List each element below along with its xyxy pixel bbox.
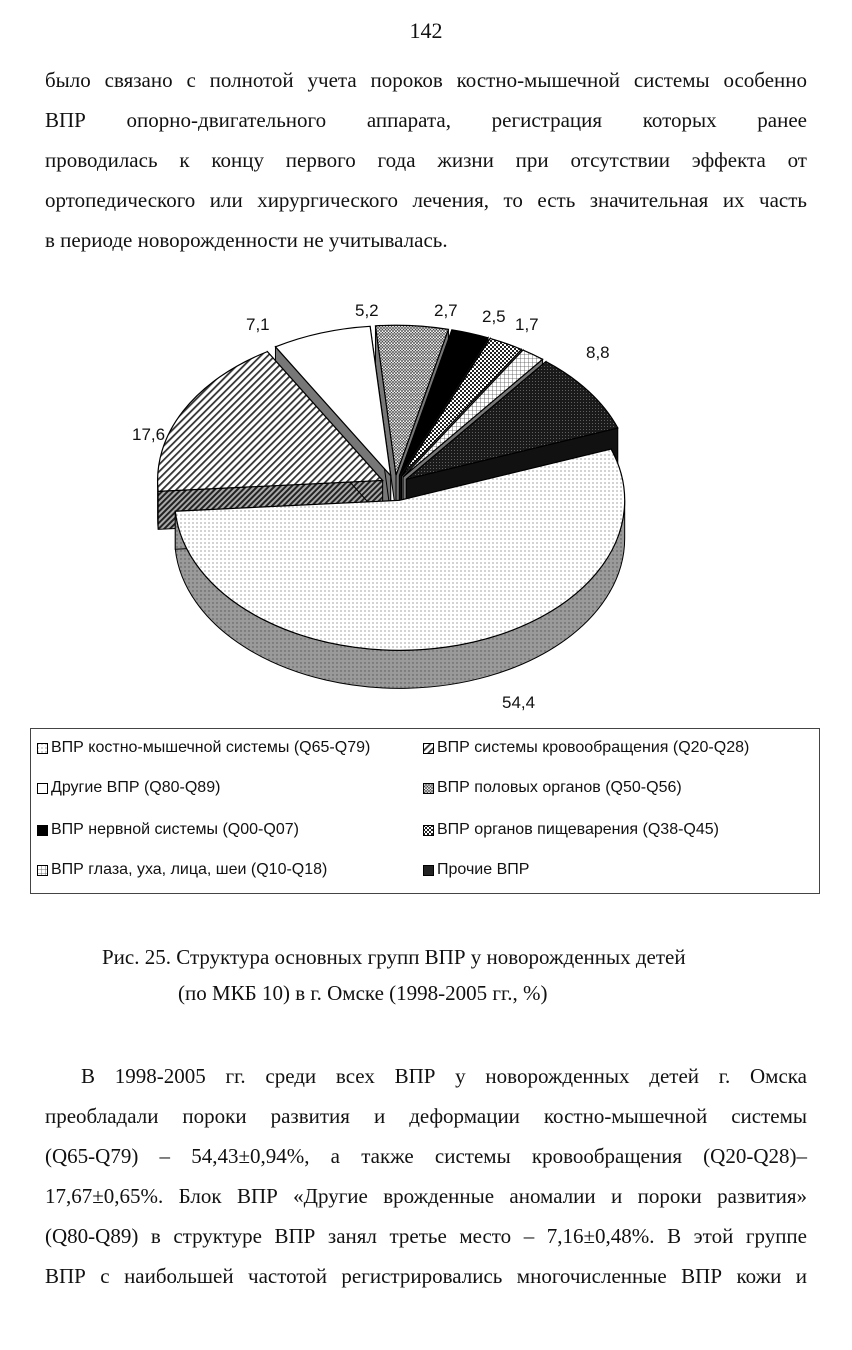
legend-item — [423, 861, 529, 879]
legend-swatch-diagonal — [423, 743, 434, 754]
legend-label: ВПР костно-мышечной системы (Q65-Q79) — [51, 739, 371, 756]
text-line: в периоде новорожденности не учитывалась. — [45, 228, 448, 252]
pie-value-label: 2,5 — [482, 307, 506, 326]
legend-item — [423, 821, 719, 839]
legend-swatch-dots — [37, 743, 48, 754]
pie-value-label: 7,1 — [246, 315, 270, 334]
pie-value-label: 8,8 — [586, 343, 610, 362]
legend-item — [37, 861, 327, 879]
caption-line: (по МКБ 10) в г. Омске (1998-2005 гг., %) — [178, 981, 548, 1005]
pie-value-label: 54,4 — [502, 693, 536, 712]
text-line: 17,67±0,65%. Блок ВПР «Другие врожденные аномалии и пороки развития» — [45, 1184, 807, 1208]
paragraph-top — [45, 60, 807, 260]
pie-value-label: 1,7 — [515, 315, 539, 334]
legend-item — [37, 821, 299, 839]
legend-item — [37, 739, 370, 757]
pie-chart-canvas — [0, 290, 852, 730]
pie-chart — [0, 290, 852, 730]
legend-label: Другие ВПР (Q80-Q89) — [51, 779, 221, 796]
text-line: преобладали пороки развития и деформации костно-мышечной системы — [45, 1104, 807, 1128]
legend-item — [423, 739, 749, 757]
text-line: ВПР опорно-двигательного аппарата, регистрация которых ранее — [45, 108, 807, 132]
text-line: В 1998-2005 гг. среди всех ВПР у новорожденных детей г. Омска — [81, 1064, 807, 1088]
legend-label: ВПР органов пищеварения (Q38-Q45) — [437, 821, 719, 838]
legend-label: ВПР нервной системы (Q00-Q07) — [51, 821, 299, 838]
chart-legend — [30, 728, 820, 894]
pie-value-label: 2,7 — [434, 301, 458, 320]
legend-item — [423, 779, 682, 797]
text-line: проводилась к концу первого года жизни при отсутствии эффекта от — [45, 148, 807, 172]
legend-swatch-grid — [37, 865, 48, 876]
text-line: (Q65-Q79) – 54,43±0,94%, а также системы кровообращения (Q20-Q28)– — [45, 1144, 807, 1168]
legend-swatch-black — [37, 825, 48, 836]
page-number: 142 — [409, 18, 443, 43]
legend-label: Прочие ВПР — [437, 861, 530, 878]
paragraph-bottom — [45, 1056, 807, 1296]
legend-swatch-white — [37, 783, 48, 794]
legend-swatch-checker — [423, 825, 434, 836]
legend-swatch-dark — [423, 865, 434, 876]
legend-swatch-zigzag — [423, 783, 434, 794]
legend-item — [37, 779, 220, 797]
legend-label: ВПР половых органов (Q50-Q56) — [437, 779, 682, 796]
legend-label: ВПР системы кровообращения (Q20-Q28) — [437, 739, 750, 756]
text-line: (Q80-Q89) в структуре ВПР занял третье место – 7,16±0,48%. В этой группе — [45, 1224, 807, 1248]
text-line: ортопедического или хирургического лечения, то есть значительная их часть — [45, 188, 807, 212]
pie-value-label: 17,6 — [132, 425, 166, 444]
text-line: было связано с полнотой учета пороков костно-мышечной системы особенно — [45, 68, 807, 92]
caption-line: Рис. 25. Структура основных групп ВПР у новорожденных детей — [102, 945, 686, 969]
text-line: ВПР с наибольшей частотой регистрировались многочисленные ВПР кожи и — [45, 1264, 807, 1288]
pie-value-label: 5,2 — [355, 301, 379, 320]
legend-label: ВПР глаза, уха, лица, шеи (Q10-Q18) — [51, 861, 328, 878]
